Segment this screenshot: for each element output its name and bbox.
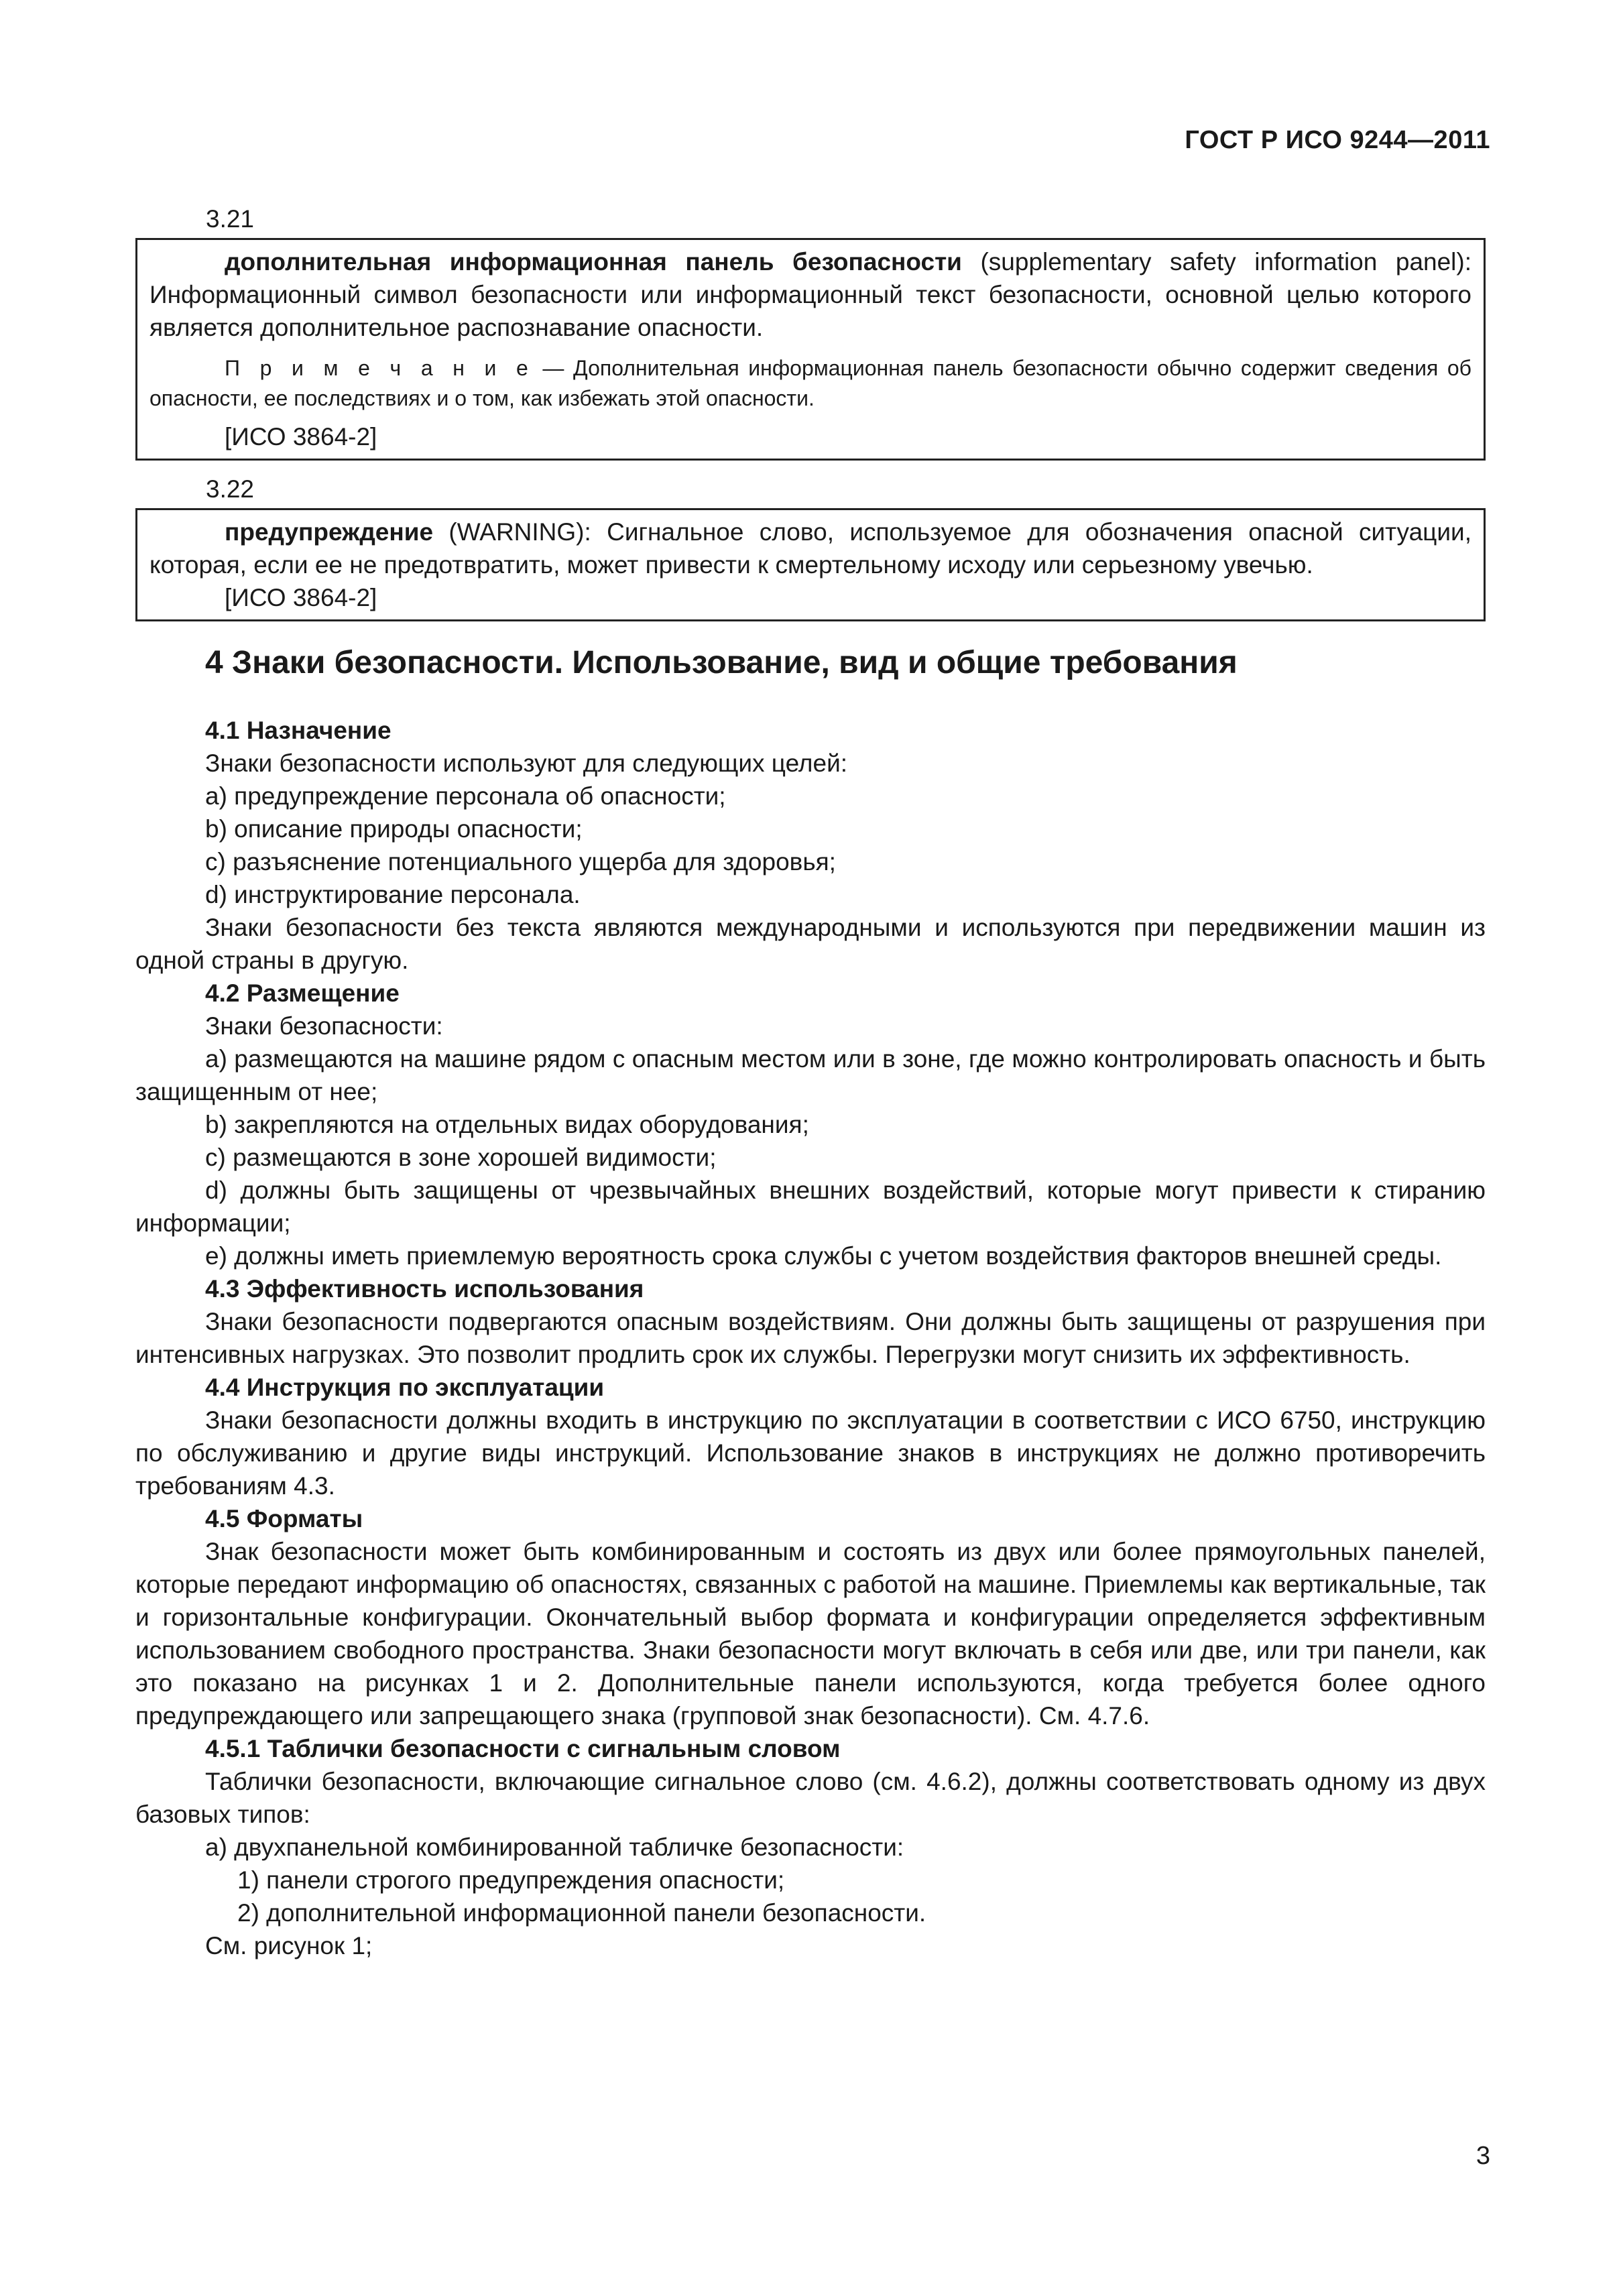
list-sub-item: 1) панели строгого предупреждения опасности; xyxy=(237,1866,785,1894)
list-item: d) инструктирование персонала. xyxy=(205,881,581,908)
list-item: c) размещаются в зоне хорошей видимости; xyxy=(205,1144,717,1171)
paragraph: Знаки безопасности без текста являются международными и используются при передвижении машин из одной страны в другую. xyxy=(135,914,1486,974)
term-box-3-21 xyxy=(135,238,1486,461)
subsection-heading: 4.1 Назначение xyxy=(205,717,392,744)
term-number: 3.21 xyxy=(206,205,255,233)
term-reference: [ИСО 3864-2] xyxy=(225,423,377,450)
section-title: 4 Знаки безопасности. Использование, вид и общие требования xyxy=(205,645,1238,680)
paragraph: Знаки безопасности подвергаются опасным воздействиям. Они должны быть защищены от разрушения при интенсивных нагрузках. Это позволит продлить срок их службы. Перегрузки могут снизить их эффективность. xyxy=(135,1308,1486,1368)
list-item: c) разъяснение потенциального ущерба для здоровья; xyxy=(205,848,836,875)
paragraph: Знаки безопасности: xyxy=(205,1012,443,1040)
term-reference: [ИСО 3864-2] xyxy=(225,584,377,611)
section-body xyxy=(135,714,1486,1962)
subsection-heading: 4.4 Инструкция по эксплуатации xyxy=(205,1374,605,1401)
term-definition xyxy=(149,245,1471,344)
subsection-heading: 4.3 Эффективность использования xyxy=(205,1275,644,1303)
paragraph: Знаки безопасности используют для следующих целей: xyxy=(205,749,848,777)
note-label: П р и м е ч а н и е xyxy=(225,356,534,380)
list-sub-item: 2) дополнительной информационной панели безопасности. xyxy=(237,1899,926,1927)
list-item: d) должны быть защищены от чрезвычайных внешних воздействий, которые могут привести к стиранию информации; xyxy=(135,1176,1486,1237)
term-box-3-22 xyxy=(135,508,1486,621)
list-item: a) двухпанельной комбинированной табличке безопасности: xyxy=(205,1833,904,1861)
list-item: a) предупреждение персонала об опасности; xyxy=(205,782,726,810)
term-title: предупреждение xyxy=(225,518,434,546)
note-text: — Дополнительная информационная панель безопасности обычно содержит сведения об опасности, ее последствиях и о том, как избежать этой опасности. xyxy=(149,356,1472,410)
term-note xyxy=(149,353,1471,414)
term-definition xyxy=(149,516,1471,581)
paragraph: Знак безопасности может быть комбинированным и состоять из двух или более прямоугольных панелей, которые передают информацию об опасностях, связанных с работой на машине. Приемлемы как вертикальные, так и горизонтальные конфигурации. Окончательный выбор формата и конфигурации определяется эффективным использованием свободного пространства. Знаки безопасности могут включать в себя или две, или три панели, как это показано на рисунках 1 и 2. Дополнительные панели используются, когда требуется более одного предупреждающего или запрещающего знака (групповой знак безопасности). См. 4.7.6. xyxy=(135,1538,1486,1730)
subsection-heading: 4.5.1 Таблички безопасности с сигнальным словом xyxy=(205,1735,841,1762)
document-header: ГОСТ Р ИСО 9244—2011 xyxy=(1185,126,1490,154)
paragraph: Таблички безопасности, включающие сигнальное слово (см. 4.6.2), должны соответствовать одному из двух базовых типов: xyxy=(135,1768,1486,1828)
term-title: дополнительная информационная панель безопасности xyxy=(225,248,962,276)
term-definition-text: (WARNING): Сигнальное слово, используемое для обозначения опасной ситуации, которая, если ее не предотвратить, может привести к смертельному исходу или серьезному увечью. xyxy=(149,518,1471,579)
page-content xyxy=(135,200,1486,1962)
list-item: b) закрепляются на отдельных видах оборудования; xyxy=(205,1111,809,1138)
subsection-heading: 4.2 Размещение xyxy=(205,979,400,1007)
subsection-heading: 4.5 Форматы xyxy=(205,1505,363,1532)
list-item: a) размещаются на машине рядом с опасным местом или в зоне, где можно контролировать опасность и быть защищенным от нее; xyxy=(135,1045,1486,1105)
term-number: 3.22 xyxy=(206,475,255,503)
term-definition-text: (supplementary safety information panel): Информационный символ безопасности или информационный текст безопасности, основной целью которого является дополнительное распознавание опасности. xyxy=(149,248,1471,341)
page-number: 3 xyxy=(1476,2142,1490,2170)
paragraph: См. рисунок 1; xyxy=(205,1932,373,1959)
list-item: e) должны иметь приемлемую вероятность срока службы с учетом воздействия факторов внешней среды. xyxy=(205,1242,1442,1270)
list-item: b) описание природы опасности; xyxy=(205,815,583,843)
paragraph: Знаки безопасности должны входить в инструкцию по эксплуатации в соответствии с ИСО 6750, инструкцию по обслуживанию и другие виды инструкций. Использование знаков в инструкциях не должно противоречить требованиям 4.3. xyxy=(135,1406,1486,1500)
